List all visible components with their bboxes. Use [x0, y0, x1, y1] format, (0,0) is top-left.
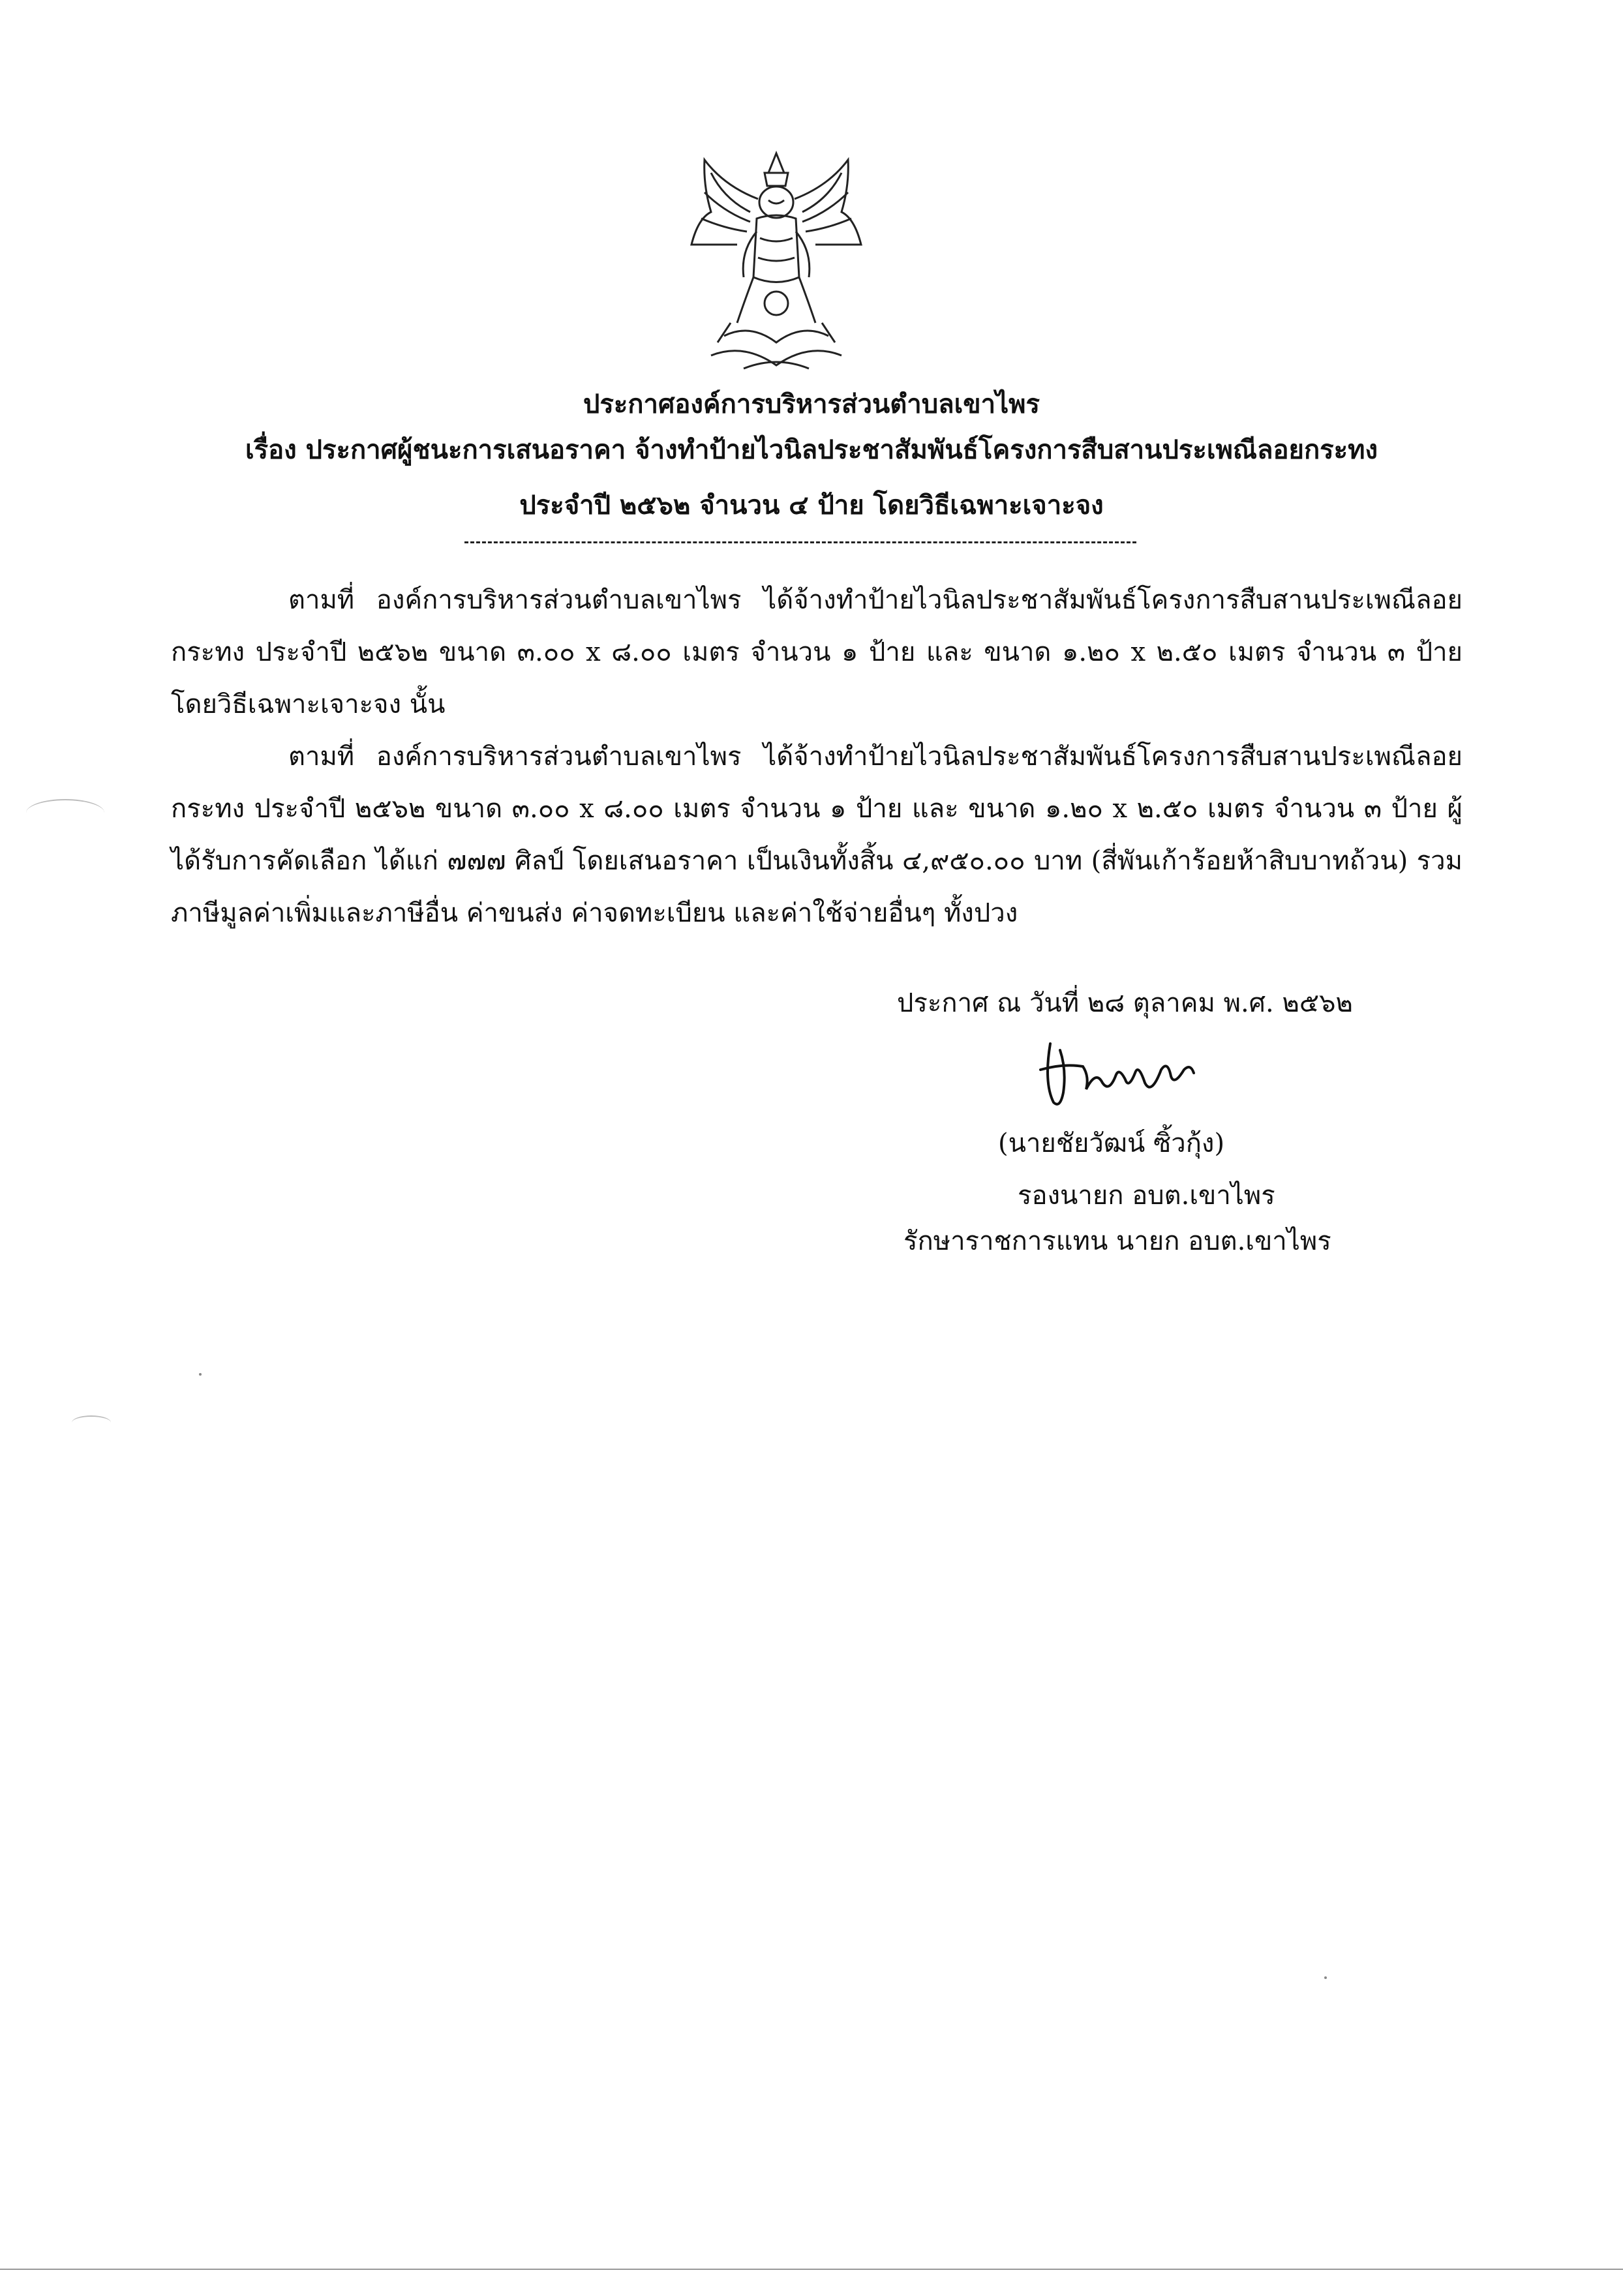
paragraph-2-text: ตามที่ องค์การบริหารส่วนตำบลเขาไพร ได้จ้างทำป้ายไวนิลประชาสัมพันธ์โครงการสืบสานประเพณีลอยกระทง ประจำปี ๒๕๖๒ ขนาด ๓.๐๐ x ๘.๐๐ เมตร จำนวน ๑ ป้าย และ ขนาด ๑.๒๐ x ๒.๕๐ เมตร จำนวน ๓ ป้าย ผู้ได้รับการคัดเลือก ได้แก่ ๗๗๗ ศิลป์ โดยเสนอราคา เป็นเงินทั้งสิ้น ๔,๙๕๐.๐๐ บาท (สี่พันเก้าร้อยห้าสิบบาทถ้วน) รวมภาษีมูลค่าเพิ่มและภาษีอื่น ค่าขนส่ง ค่าจดทะเบียน และค่าใช้จ่ายอื่นๆ ทั้งปวง: [171, 742, 1463, 928]
handwritten-signature: [1037, 1031, 1220, 1115]
scan-speck: [199, 1373, 202, 1376]
scan-bottom-edge: [0, 2269, 1623, 2270]
scan-speck: [1324, 1976, 1327, 1979]
dashed-divider: [464, 541, 1136, 543]
signer-acting-title: รักษาราชการแทน นายก อบต.เขาไพร: [903, 1226, 1331, 1256]
signer-name: (นายชัยวัฒน์ ซิ้วกุ้ง): [998, 1128, 1225, 1158]
announce-date: ประกาศ ณ วันที่ ๒๘ ตุลาคม พ.ศ. ๒๕๖๒: [897, 988, 1353, 1018]
scan-artifact: [72, 1415, 111, 1430]
paragraph-1-text: ตามที่ องค์การบริหารส่วนตำบลเขาไพร ได้จ้างทำป้ายไวนิลประชาสัมพันธ์โครงการสืบสานประเพณีลอยกระทง ประจำปี ๒๕๖๒ ขนาด ๓.๐๐ x ๘.๐๐ เมตร จำนวน ๑ ป้าย และ ขนาด ๑.๒๐ x ๒.๕๐ เมตร จำนวน ๓ ป้าย โดยวิธีเฉพาะเจาะจง นั้น: [171, 585, 1463, 719]
scan-artifact: [26, 799, 104, 826]
garuda-emblem-icon: [685, 147, 868, 382]
paragraph-2: [171, 731, 1463, 939]
signer-title: รองนายก อบต.เขาไพร: [1018, 1181, 1275, 1211]
announcement-title: ประกาศองค์การบริหารส่วนตำบลเขาไพร: [583, 389, 1040, 419]
paragraph-1: [171, 574, 1463, 731]
announcement-subject-continued: ประจำปี ๒๕๖๒ จำนวน ๔ ป้าย โดยวิธีเฉพาะเจาะจง: [519, 490, 1104, 521]
announcement-subject: เรื่อง ประกาศผู้ชนะการเสนอราคา จ้างทำป้ายไวนิลประชาสัมพันธ์โครงการสืบสานประเพณีลอยกระทง: [245, 434, 1378, 465]
